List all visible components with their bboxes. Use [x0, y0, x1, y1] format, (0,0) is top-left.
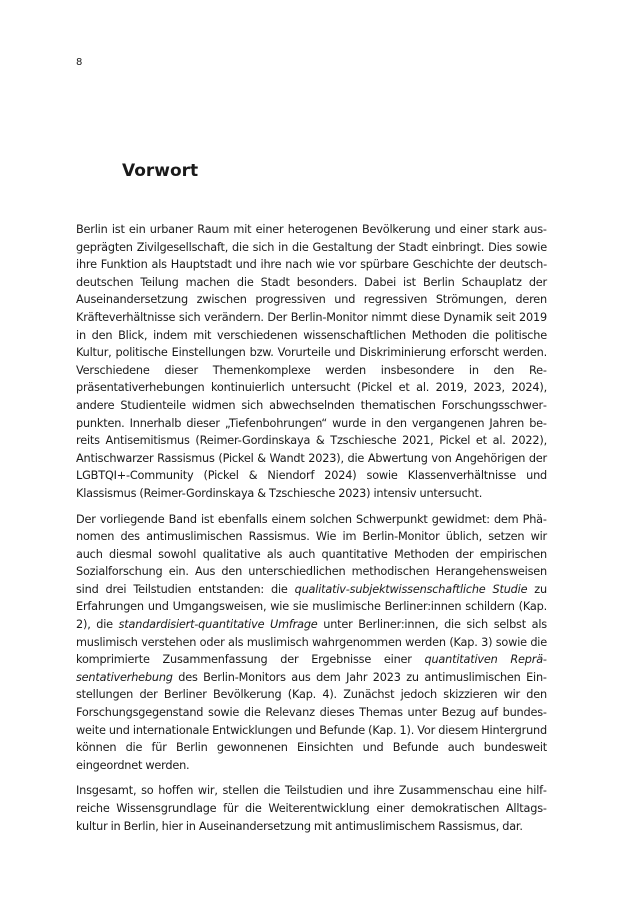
page-number: 8	[76, 57, 83, 68]
text-segment: Berlin ist ein urbaner Raum mit einer heterogenen Bevölkerung und einer stark ausgeprägten Zivilgesellschaft, die sich in die Gestaltung der Stadt einbringt. Dies sowie ihre Funktion als Hauptstadt und ihre nach wie vor spürbare Geschichte der deutsch-deutschen Teilung machen die Stadt besonders. Dabei ist Berlin Schauplatz der Auseinandersetzung zwischen progressiven und regressiven Strömungen, deren Kräfteverhältnisse sich verändern. Der Berlin-Monitor nimmt diese Dynamik seit 2019 in den Blick, indem mit verschiedenen wissenschaftlichen Methoden die politische Kultur, politische Einstellungen bzw. Vorurteile und Diskriminierung erforscht werden. Verschiedene dieser Themenkomplexe werden insbesondere in den Repräsentativerhebungen kontinuierlich untersucht (Pickel et al. 2019, 2023, 2024), andere Studienteile widmen sich abwechselnden thematischen Forschungsschwerpunkten. Innerhalb dieser „Tiefenbohrungen“ wurde in den vergangenen Jahren bereits Antisemitismus (Reimer-Gordinskaya & Tzschiesche 2021, Pickel et al. 2022), Antischwarzer Rassismus (Pickel & Wandt 2023), die Abwertung von Angehörigen der LGBTQI+-Community (Pickel & Niendorf 2024) sowie Klassenverhältnisse und Klassismus (Reimer-Gordinskaya & Tzschiesche 2023) intensiv untersucht.	[76, 223, 547, 500]
text-segment: Der vorliegende Band ist ebenfalls einem solchen Schwerpunkt gewidmet: dem Phänomen des antimuslimischen Rassismus. Wie im Berlin-Monitor üblich, setzen wir auch diesmal sowohl qualitative als auch quantitative Methoden der empirischen Sozialforschung ein. Aus den unterschiedlichen methodischen Herangehensweisen sind drei Teilstudien entstanden: die	[76, 512, 547, 596]
emphasized-text: standardisiert-quantitative Umfrage	[118, 618, 318, 632]
emphasized-text: qualitativ-subjektwissenschaftliche Studie	[294, 582, 528, 596]
text-segment: unter Berliner:innen, die sich selbst als muslimisch verstehen oder als muslimisch wahrgenommen werden (Kap. 3) sowie die komprimierte Zusammenfassung der Ergebnisse einer	[76, 618, 547, 667]
paragraph	[76, 782, 547, 835]
body-text	[76, 221, 547, 843]
page-title: Vorwort	[122, 161, 199, 181]
paragraph	[76, 221, 547, 503]
text-segment: Insgesamt, so hoffen wir, stellen die Teilstudien und ihre Zusammenschau eine hilfreiche Wissensgrundlage für die Weiterentwicklung einer demokratischen Alltagskultur in Berlin, hier in Auseinandersetzung mit antimuslimischem Rassismus, dar.	[76, 784, 547, 833]
text-segment: zu Erfahrungen und Umgangsweisen, wie sie muslimische Berliner:innen schildern (Kap. 2), die	[76, 582, 547, 632]
text-segment: des Berlin-Monitors aus dem Jahr 2023 zu antimuslimischen Einstellungen der Berliner Bevölkerung (Kap. 4). Zunächst jedoch skizzieren wir den Forschungsgegenstand sowie die Relevanz dieses Themas unter Bezug auf bundesweite und internationale Entwicklungen und Befunde (Kap. 1). Vor diesem Hintergrund können die für Berlin gewonnenen Einsichten und Befunde auch bundesweit eingeordnet werden.	[76, 670, 547, 772]
emphasized-text: quantitativen Repräsentativerhebung	[76, 653, 547, 684]
paragraph	[76, 511, 547, 775]
